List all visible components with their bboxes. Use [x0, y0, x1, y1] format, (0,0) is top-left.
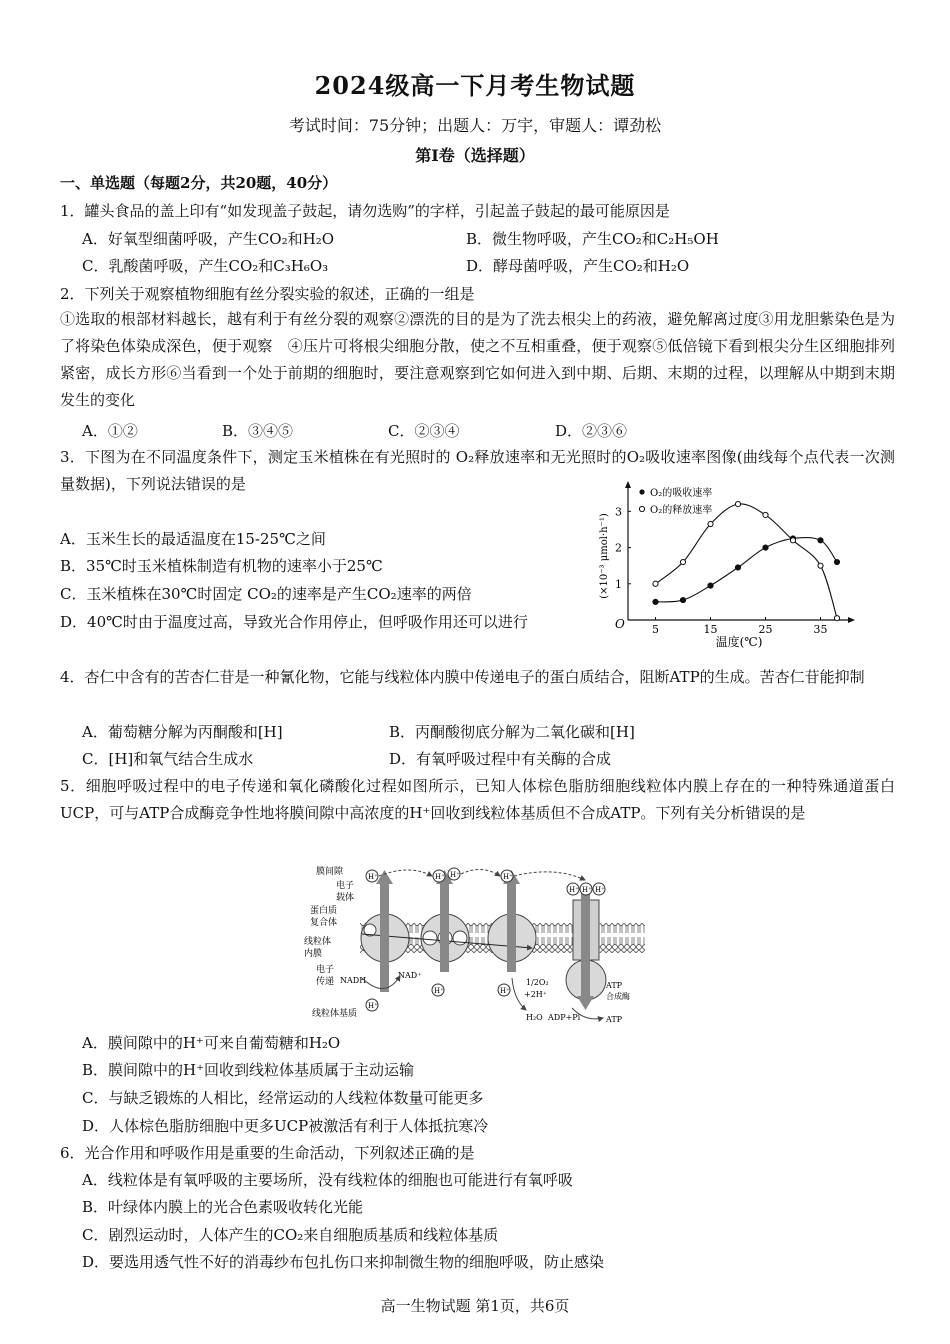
- h-label-6: H⁺: [582, 886, 592, 894]
- legend-release: O₂的释放速率: [650, 505, 713, 516]
- label-matrix: 线粒体基质: [312, 1009, 358, 1019]
- series-1-point-0: [653, 581, 658, 586]
- x-axis-label: 温度(℃): [715, 635, 763, 649]
- label-synthase-1: ATP: [606, 981, 623, 990]
- q5-option-a: A．膜间隙中的H⁺可来自葡萄糖和H₂O: [82, 1034, 341, 1052]
- page-title: 2024级高一下月考生物试题: [314, 71, 636, 100]
- y-axis-label: (×10⁻³ μmol·h⁻¹): [599, 513, 610, 599]
- chart-legend: [639, 486, 712, 516]
- q3-option-d: D．40℃时由于温度过高，导致光合作用停止，但呼吸作用还可以进行: [60, 613, 528, 631]
- q6-option-d: D．要选用透气性不好的消毒纱布包扎伤口来抑制微生物的细胞呼吸，防止感染: [82, 1253, 605, 1271]
- h-label-8: H⁺: [368, 1002, 378, 1010]
- q2-option-c: C．②③④: [388, 422, 460, 440]
- series-0-point-4: [763, 545, 768, 550]
- q1-option-c: C．乳酸菌呼吸，产生CO₂和C₃H₆O₃: [82, 257, 329, 275]
- series-1-point-7: [834, 616, 839, 621]
- label-adp: ADP+Pi: [548, 1013, 581, 1022]
- x-tick-label-0: 5: [652, 623, 659, 636]
- pump-arrow-3: [507, 882, 516, 972]
- exam-info: 考试时间：75分钟；出题人：万宇，审题人：谭劲松: [288, 116, 662, 135]
- label-h2o: H₂O: [526, 1013, 543, 1022]
- label-carrier-1: 电子: [336, 881, 355, 891]
- label-complex-2: 复合体: [310, 918, 338, 928]
- series-1-point-6: [818, 563, 823, 568]
- h-label-3: H⁺: [450, 871, 460, 879]
- q5-option-b: B．膜间隙中的H⁺回收到线粒体基质属于主动运输: [82, 1061, 415, 1079]
- h-label-10: H⁺: [500, 987, 510, 995]
- q6-option-c: C．剧烈运动时，人体产生的CO₂来自细胞质基质和线粒体基质: [82, 1226, 499, 1244]
- q2-option-a: A．①②: [82, 422, 138, 440]
- label-transfer-1: 电子: [316, 965, 335, 975]
- q3-stem: 3．下图为在不同温度条件下，测定玉米植株在有光照时的 O₂释放速率和无光照时的O₂吸收速率图像(曲线每个点代表一次测量数据)，下列说法错误的是: [60, 448, 895, 493]
- legend-absorb: O₂的吸收速率: [650, 488, 713, 499]
- q4-option-c: C．[H]和氧气结合生成水: [82, 750, 254, 768]
- q2-statements: ①选取的根部材料越长，越有利于有丝分裂的观察②漂洗的目的是为了洗去根尖上的药液，避免解离过度③用龙胆紫染色是为了将染色体染成深色，便于观察 ④压片可将根尖细胞分散，使之不互相重叠，便于观察⑤低倍镜下看到根尖分生区细胞排列紧密，成长方形⑥当看到一个处于前期的细胞时，要注意观察到它如何进入到中期、后期、末期的过程，以理解从中期到末期发生的变化: [60, 310, 895, 409]
- q5-stem: 5．细胞呼吸过程中的电子传递和氧化磷酸化过程如图所示，已知人体棕色脂肪细胞线粒体内膜上存在的一种特殊通道蛋白UCP，可与ATP合成酶竞争性地将膜间隙中高浓度的H⁺回收到线粒体基质但不合成ATP。下列有关分析错误的是: [60, 777, 895, 822]
- series-0-point-1: [680, 597, 685, 602]
- q2-option-d: D．②③⑥: [555, 422, 628, 440]
- q6-stem: 6．光合作用和呼吸作用是重要的生命活动，下列叙述正确的是: [60, 1144, 475, 1162]
- y-tick-label-0: 1: [615, 577, 622, 591]
- q6-option-b: B．叶绿体内膜上的光合色素吸收转化光能: [82, 1198, 364, 1216]
- x-tick-label-1: 15: [703, 623, 718, 636]
- q1-option-b: B．微生物呼吸，产生CO₂和C₂H₅OH: [466, 230, 719, 248]
- q1-option-a: A．好氧型细菌呼吸，产生CO₂和H₂O: [82, 230, 335, 248]
- label-synthase-2: 合成酶: [606, 992, 630, 1001]
- h-label-1: H⁺: [368, 873, 378, 881]
- legend-marker-absorb: [639, 489, 644, 494]
- label-complex-1: 蛋白质: [310, 906, 338, 916]
- q1-stem: 1．罐头食品的盖上印有“如发现盖子鼓起，请勿选购”的字样，引起盖子鼓起的最可能原因是: [60, 202, 670, 220]
- q3-option-c: C．玉米植株在30℃时固定 CO₂的速率是产生CO₂速率的两倍: [60, 585, 472, 603]
- q4-option-b: B．丙酮酸彻底分解为二氧化碳和[H]: [389, 723, 635, 741]
- q3-option-a: A．玉米生长的最适温度在15-25℃之间: [60, 530, 326, 548]
- h-label-5: H⁺: [569, 886, 579, 894]
- oxygen-rate-chart: [590, 478, 870, 658]
- q5-option-d: D．人体棕色脂肪细胞中更多UCP被激活有利于人体抵抗寒冷: [82, 1117, 489, 1135]
- label-carrier-2: 载体: [336, 893, 355, 903]
- label-transfer-2: 传递: [316, 977, 335, 987]
- series-0-point-7: [834, 559, 839, 564]
- pump-arrow-2: [440, 882, 449, 972]
- x-tick-label-3: 35: [813, 623, 828, 636]
- h-label-2: H⁺: [435, 873, 445, 881]
- series-1-point-4: [763, 512, 768, 517]
- q4-option-d: D．有氧呼吸过程中有关酶的合成: [389, 750, 612, 768]
- label-atp: ATP: [606, 1015, 623, 1024]
- series-1-point-5: [790, 538, 795, 543]
- series-1-point-3: [735, 502, 740, 507]
- series-0-point-6: [818, 538, 823, 543]
- label-half-o2: 1/2O₂: [526, 978, 549, 987]
- chart-origin: O: [615, 617, 625, 631]
- label-inner-membrane: 内膜: [304, 949, 323, 959]
- series-line-0: [656, 537, 838, 601]
- pump-arrow-1: [380, 882, 389, 992]
- q2-option-b: B．③④⑤: [222, 422, 294, 440]
- q5-option-c: C．与缺乏锻炼的人相比，经常运动的人线粒体数量可能更多: [82, 1089, 484, 1107]
- q2-stem: 2．下列关于观察植物细胞有丝分裂实验的叙述，正确的一组是: [60, 285, 475, 303]
- series-1-point-2: [708, 521, 713, 526]
- q3-option-b: B．35℃时玉米植株制造有机物的速率小于25℃: [60, 557, 383, 575]
- q4-option-a: A．葡萄糖分解为丙酮酸和[H]: [82, 723, 283, 741]
- q1-option-d: D．酵母菌呼吸，产生CO₂和H₂O: [466, 257, 690, 275]
- series-1-point-1: [680, 559, 685, 564]
- volume-heading: 第Ⅰ卷（选择题）: [415, 146, 535, 165]
- series-0-point-3: [735, 565, 740, 570]
- label-nadh: NADH: [340, 976, 367, 985]
- legend-marker-release: [639, 506, 644, 511]
- q6-option-a: A．线粒体是有氧呼吸的主要场所，没有线粒体的细胞也可能进行有氧呼吸: [82, 1171, 573, 1189]
- label-mito: 线粒体: [304, 937, 332, 947]
- h-label-7: H⁺: [595, 886, 605, 894]
- label-nad: NAD⁺: [398, 971, 422, 980]
- section-heading: 一、单选题（每题2分，共20题，40分）: [60, 174, 338, 192]
- y-tick-label-1: 2: [615, 541, 622, 555]
- h-label-4: H⁺: [503, 873, 513, 881]
- label-intermembrane: 膜间隙: [316, 867, 344, 877]
- page-footer: 高一生物试题 第1页，共6页: [380, 1297, 570, 1315]
- y-tick-label-2: 3: [615, 505, 622, 519]
- x-tick-label-2: 25: [758, 623, 773, 636]
- series-0-point-2: [708, 583, 713, 588]
- electron-transport-diagram: [300, 860, 650, 1030]
- q4-stem: 4．杏仁中含有的苦杏仁苷是一种氰化物，它能与线粒体内膜中传递电子的蛋白质结合，阻断ATP的生成。苦杏仁苷能抑制: [60, 668, 865, 686]
- series-0-point-0: [653, 599, 658, 604]
- h-label-9: H⁺: [434, 987, 444, 995]
- label-two-h: +2H⁺: [524, 990, 547, 999]
